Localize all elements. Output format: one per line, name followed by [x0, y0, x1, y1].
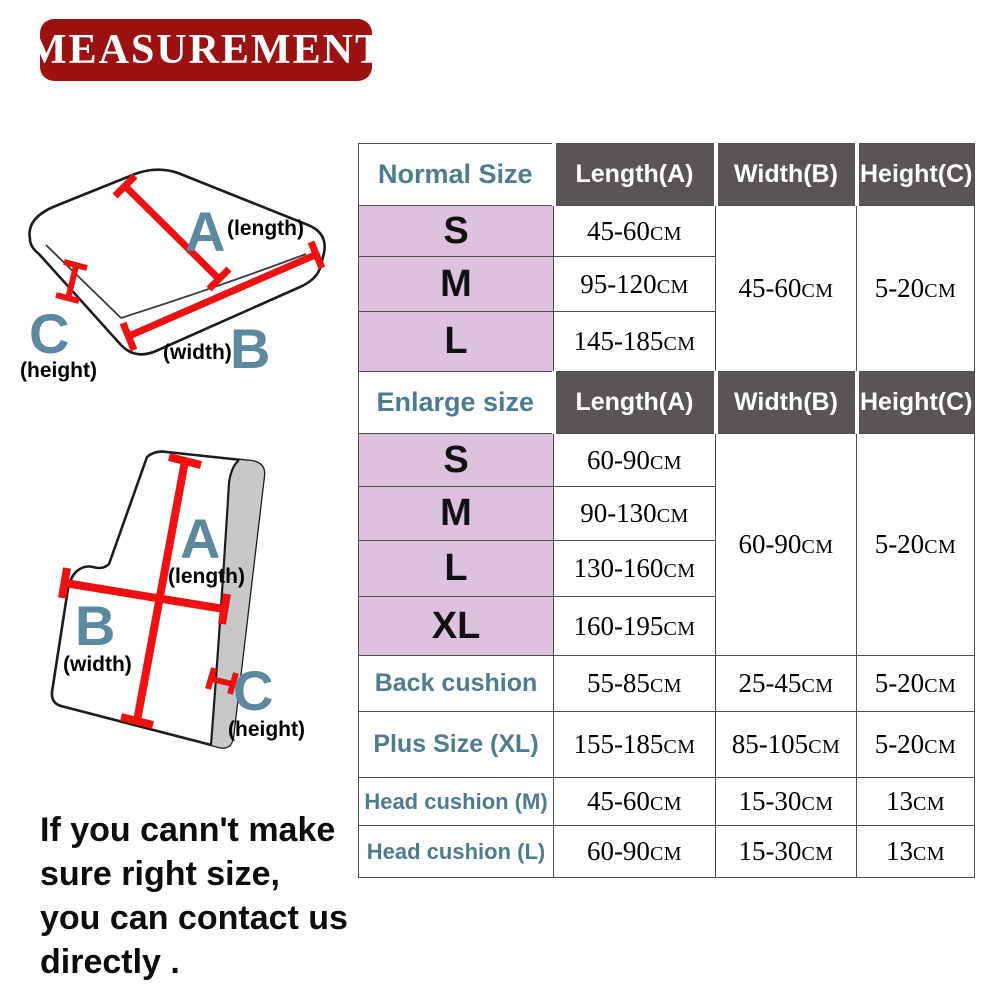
back-label-a-caption: (length) — [168, 565, 245, 588]
size-label: S — [359, 434, 554, 487]
length-value: 45-60CM — [554, 778, 716, 826]
enlarge-row-s — [359, 434, 975, 487]
row-label: Back cushion — [359, 656, 554, 712]
length-value: 90-130CM — [554, 487, 716, 541]
row-plus-size — [359, 712, 975, 778]
height-value: 5-20CM — [857, 712, 975, 778]
seat-label-b: B — [230, 317, 271, 380]
enlarge-col-height: Height(C) — [857, 372, 975, 434]
normal-col-width: Width(B) — [716, 144, 857, 206]
back-label-b: B — [75, 594, 116, 657]
enlarge-col-length: Length(A) — [554, 372, 716, 434]
width-value: 85-105CM — [716, 712, 857, 778]
size-label: L — [359, 312, 554, 372]
width-value: 25-45CM — [716, 656, 857, 712]
size-label: M — [359, 257, 554, 312]
contact-note-line: If you cann't make — [40, 811, 336, 849]
contact-note-line: you can contact us — [40, 899, 348, 937]
back-cushion-diagram — [25, 425, 355, 775]
length-value: 60-90CM — [554, 826, 716, 878]
section-title-enlarge: Enlarge size — [359, 372, 554, 434]
seat-label-c: C — [29, 302, 70, 365]
width-value: 15-30CM — [716, 778, 857, 826]
row-head-cushion-l — [359, 826, 975, 878]
shared-width-value: 60-90CM — [716, 434, 857, 656]
row-label: Plus Size (XL) — [359, 712, 554, 778]
length-value: 95-120CM — [554, 257, 716, 312]
seat-label-b-caption: (width) — [163, 341, 232, 364]
normal-col-length: Length(A) — [554, 144, 716, 206]
seat-label-c-caption: (height) — [20, 359, 97, 382]
length-value: 60-90CM — [554, 434, 716, 487]
size-label: S — [359, 206, 554, 257]
measurement-title-badge — [26, 19, 386, 81]
length-value: 55-85CM — [554, 656, 716, 712]
size-label: XL — [359, 597, 554, 656]
height-value: 13CM — [857, 826, 975, 878]
length-value: 145-185CM — [554, 312, 716, 372]
measurement-title: MEASUREMENT — [26, 27, 386, 73]
seat-label-a: A — [185, 200, 226, 263]
contact-note-line: sure right size, — [40, 855, 280, 893]
width-value: 15-30CM — [716, 826, 857, 878]
height-value: 5-20CM — [857, 656, 975, 712]
shared-height-value: 5-20CM — [857, 206, 975, 372]
enlarge-col-width: Width(B) — [716, 372, 857, 434]
contact-note — [40, 808, 348, 984]
row-label: Head cushion (M) — [359, 778, 554, 826]
length-value: 45-60CM — [554, 206, 716, 257]
back-label-c: C — [233, 659, 274, 722]
row-back-cushion — [359, 656, 975, 712]
row-label: Head cushion (L) — [359, 826, 554, 878]
seat-label-a-caption: (length) — [227, 217, 304, 240]
length-value: 155-185CM — [554, 712, 716, 778]
row-head-cushion-m — [359, 778, 975, 826]
shared-width-value: 45-60CM — [716, 206, 857, 372]
back-label-b-caption: (width) — [63, 653, 132, 676]
seat-cushion-diagram — [15, 155, 350, 400]
shared-height-value: 5-20CM — [857, 434, 975, 656]
length-value: 130-160CM — [554, 541, 716, 597]
normal-row-s — [359, 206, 975, 257]
length-value: 160-195CM — [554, 597, 716, 656]
normal-header-row — [359, 144, 975, 206]
back-label-c-caption: (height) — [228, 718, 305, 741]
enlarge-header-row — [359, 372, 975, 434]
contact-note-line: directly . — [40, 943, 180, 981]
height-value: 13CM — [857, 778, 975, 826]
normal-col-height: Height(C) — [857, 144, 975, 206]
section-title-normal: Normal Size — [359, 144, 554, 206]
size-label: L — [359, 541, 554, 597]
size-table — [358, 143, 975, 878]
size-label: M — [359, 487, 554, 541]
back-label-a: A — [180, 507, 221, 570]
